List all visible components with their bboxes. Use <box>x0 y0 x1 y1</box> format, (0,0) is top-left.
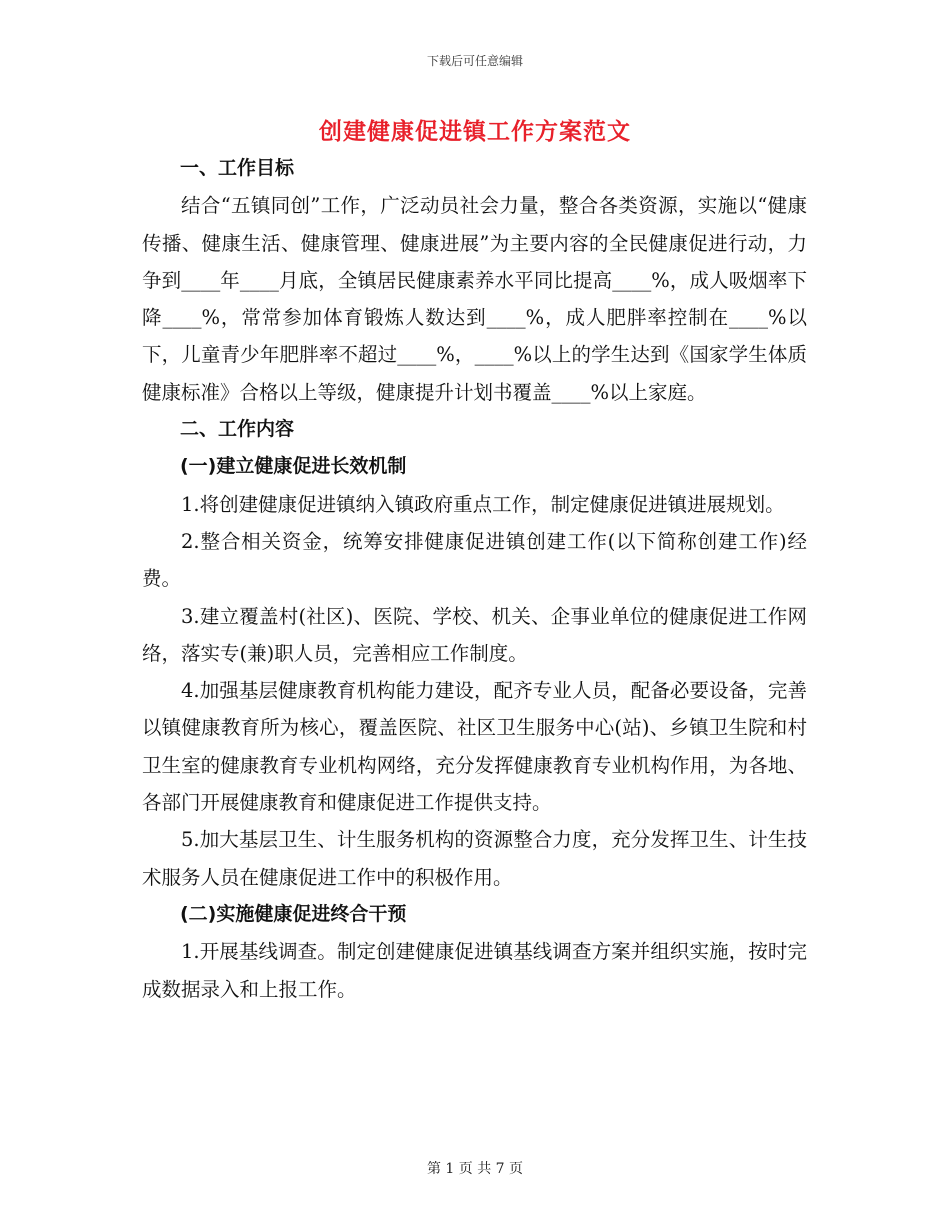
subheading-mechanism: (一)建立健康促进长效机制 <box>180 455 407 478</box>
list-item: 4.加强基层健康教育机构能力建设，配齐专业人员，配备必要设备，完善以镇健康教育所为核心，覆盖医院、社区卫生服务中心(站)、乡镇卫生院和村卫生室的健康教育专业机构网络，充分发挥健康教育专业机构作用，为各地、各部门开展健康教育和健康促进工作提供支持。 <box>142 679 807 815</box>
list-item: 5.加大基层卫生、计生服务机构的资源整合力度，充分发挥卫生、计生技术服务人员在健康促进工作中的积极作用。 <box>142 828 807 889</box>
section-heading-goals: 一、工作目标 <box>180 157 295 179</box>
document-title: 创建健康促进镇工作方案范文 <box>319 118 631 145</box>
list-item: 3.建立覆盖村(社区)、医院、学校、机关、企事业单位的健康促进工作网络，落实专(兼)职人员，完善相应工作制度。 <box>142 604 807 665</box>
list-item: 2.整合相关资金，统筹安排健康促进镇创建工作(以下简称创建工作)经费。 <box>142 529 807 591</box>
page-header-note: 下载后可任意编辑 <box>426 54 523 68</box>
section-heading-content: 二、工作内容 <box>180 418 295 441</box>
subheading-intervention: (二)实施健康促进终合干预 <box>180 902 407 925</box>
paragraph-goals: 结合“五镇同创”工作，广泛动员社会力量，整合各类资源，实施以“健康传播、健康生活、健康管理、健康进展”为主要内容的全民健康促进行动，力争到____年____月底，全镇居民健康素养水平同比提高____%，成人吸烟率下降____%，常常参加体育锻炼人数达到____%，成人肥胖率控制在____%以下，儿童青少年肥胖率不超过____%，____%以上的学生达到《国家学生体质健康标准》合格以上等级，健康提升计划书覆盖____%以上家庭。 <box>142 194 807 404</box>
page-number: 第 1 页 共 7 页 <box>426 1161 524 1177</box>
document-body <box>142 150 807 1008</box>
list-item: 1.开展基线调查。制定创建健康促进镇基线调查方案并组织实施，按时完成数据录入和上报工作。 <box>142 940 807 1001</box>
list-item: 1.将创建健康促进镇纳入镇政府重点工作，制定健康促进镇进展规划。 <box>181 492 785 516</box>
